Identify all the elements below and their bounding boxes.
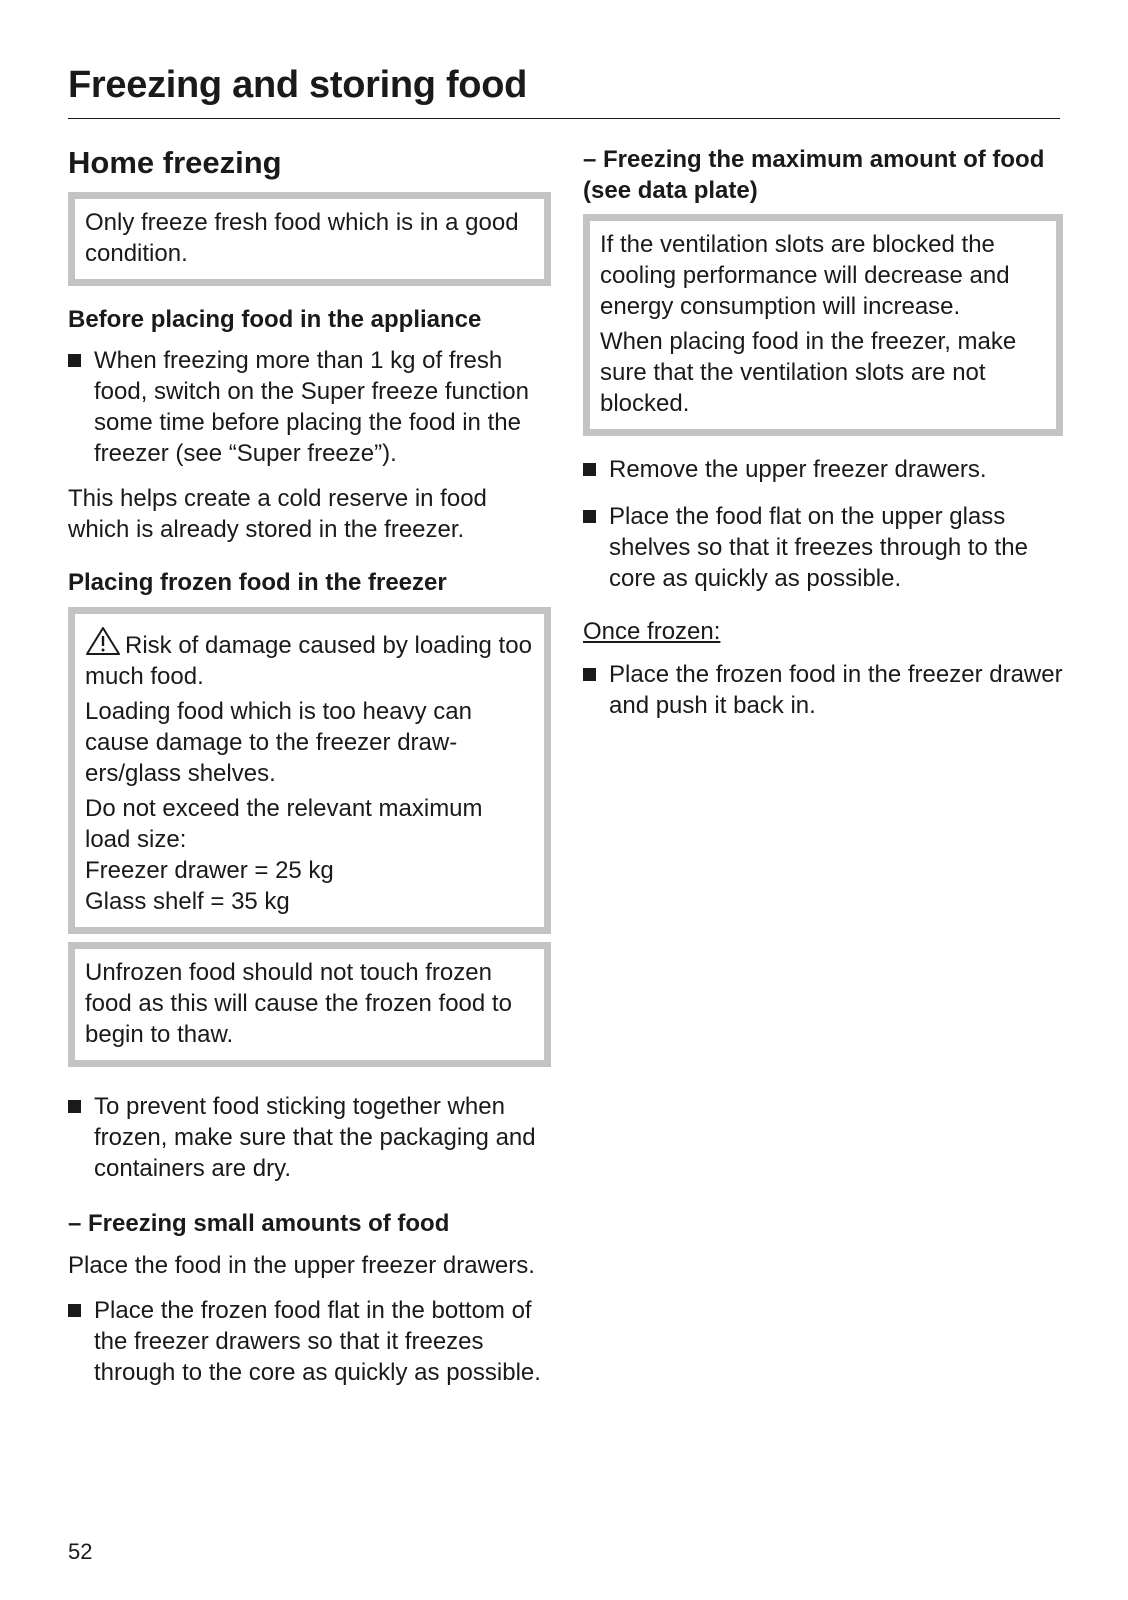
warning-exceed-text: Do not exceed the relevant maximum load size: bbox=[85, 795, 483, 853]
super-freeze-text: When freezing more than 1 kg of fresh food, switch on the Super freeze function some time before placing the food in the freezer (see “Super freeze”). bbox=[94, 347, 529, 467]
super-freeze-bullet bbox=[68, 345, 551, 469]
unfrozen-food-text: Unfrozen food should not touch frozen food as this will cause the frozen food to begin to thaw. bbox=[85, 959, 512, 1048]
page-title: Freezing and storing food bbox=[68, 64, 528, 106]
push-back-text: Place the frozen food in the freezer drawer and push it back in. bbox=[609, 661, 1063, 719]
once-frozen-label: Once frozen: bbox=[583, 618, 721, 645]
page-number: 52 bbox=[68, 1539, 93, 1564]
dry-packaging-bullet bbox=[68, 1091, 551, 1184]
section-title: Home freezing bbox=[68, 145, 282, 180]
warning-risk-line bbox=[85, 626, 534, 692]
fresh-food-text: Only freeze fresh food which is in a good condition. bbox=[85, 209, 519, 267]
flat-bottom-bullet bbox=[68, 1295, 551, 1388]
flat-shelves-text: Place the food flat on the upper glass shelves so that it freezes through to the core as quickly as possible. bbox=[609, 503, 1028, 592]
remove-drawers-bullet bbox=[583, 454, 1063, 485]
flat-bottom-text: Place the frozen food flat in the bottom of the freezer drawers so that it freezes through to the core as quickly as possible. bbox=[94, 1297, 541, 1386]
bullet-square-icon bbox=[583, 668, 596, 681]
flat-shelves-bullet bbox=[583, 501, 1063, 594]
bullet-square-icon bbox=[583, 463, 596, 476]
warning-heavy-text: Loading food which is too heavy can cause damage to the freezer drawers/glass shelves. bbox=[85, 698, 472, 787]
overload-warning-box bbox=[68, 607, 551, 934]
small-amounts-text: Place the food in the upper freezer drawers. bbox=[68, 1252, 535, 1279]
warning-triangle-icon bbox=[85, 626, 121, 656]
before-placing-heading: Before placing food in the appliance bbox=[68, 306, 482, 333]
title-rule bbox=[68, 118, 1060, 119]
cold-reserve-text: This helps create a cold reserve in food which is already stored in the freezer. bbox=[68, 485, 487, 543]
right-column bbox=[583, 144, 1063, 721]
warning-drawer-limit: Freezer drawer = 25 kg bbox=[85, 857, 334, 884]
vent-blocked-text: If the ventilation slots are blocked the cooling performance will decrease and energy consumption will increase. bbox=[600, 231, 1010, 320]
fresh-food-note bbox=[68, 192, 551, 286]
vent-placing-text: When placing food in the freezer, make sure that the ventilation slots are not blocked. bbox=[600, 328, 1017, 417]
bullet-square-icon bbox=[68, 1304, 81, 1317]
max-amount-heading: – Freezing the maximum amount of food (see data plate) bbox=[583, 146, 1045, 204]
bullet-square-icon bbox=[68, 354, 81, 367]
warning-shelf-limit: Glass shelf = 35 kg bbox=[85, 888, 290, 915]
bullet-square-icon bbox=[583, 510, 596, 523]
bullet-square-icon bbox=[68, 1100, 81, 1113]
dry-packaging-text: To prevent food sticking together when frozen, make sure that the packaging and containers are dry. bbox=[94, 1093, 536, 1182]
placing-frozen-heading: Placing frozen food in the freezer bbox=[68, 569, 447, 596]
remove-drawers-text: Remove the upper freezer drawers. bbox=[609, 456, 987, 483]
warning-risk-text: Risk of damage caused by loading too much food. bbox=[85, 632, 532, 690]
ventilation-box bbox=[583, 214, 1063, 436]
unfrozen-food-note bbox=[68, 942, 551, 1067]
small-amounts-heading: – Freezing small amounts of food bbox=[68, 1210, 450, 1237]
left-column bbox=[68, 144, 551, 1388]
push-back-bullet bbox=[583, 659, 1063, 721]
